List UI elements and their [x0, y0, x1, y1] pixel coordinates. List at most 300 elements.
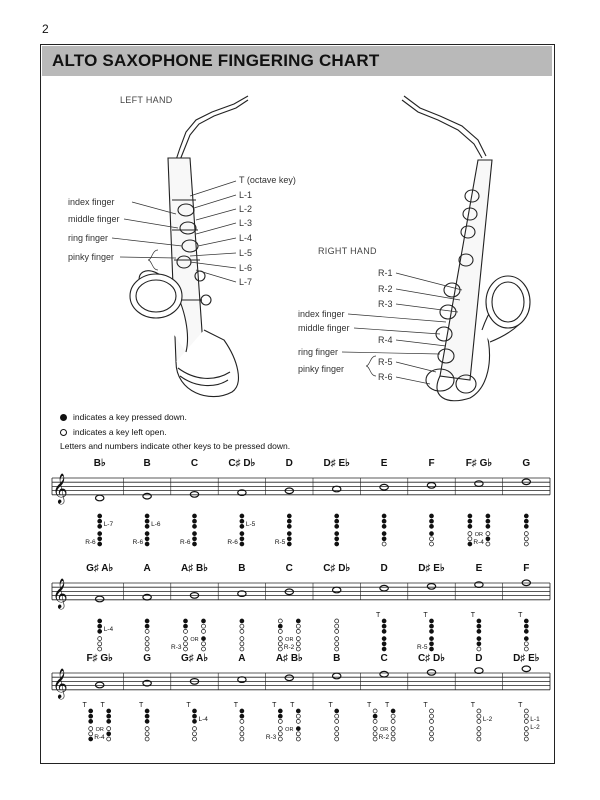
pressed-key-icon — [524, 514, 528, 518]
extra-key-label-right: L-2 — [530, 724, 540, 731]
open-key-icon — [202, 629, 206, 633]
extra-key-label-right: L-4 — [103, 626, 114, 633]
whole-note — [380, 671, 388, 677]
pressed-key-icon — [240, 619, 244, 623]
pressed-key-icon — [240, 524, 244, 528]
pressed-key-icon — [107, 719, 111, 723]
rh-middle-finger: middle finger — [298, 323, 350, 333]
open-key-icon — [524, 532, 528, 536]
pressed-key-icon — [477, 642, 481, 646]
open-key-icon — [278, 642, 282, 646]
pressed-key-icon — [287, 537, 291, 541]
rh-key-r6: R-6 — [378, 372, 393, 382]
note-name-0-8: F♯ G♭ — [465, 458, 493, 469]
extra-key-label-left: R-6 — [132, 539, 144, 546]
open-key-icon — [524, 727, 528, 731]
note-name-2-9: D♯ E♭ — [513, 653, 540, 664]
pressed-key-icon — [145, 714, 149, 718]
pressed-key-icon — [98, 619, 102, 623]
right-saxophone-icon — [402, 96, 530, 401]
open-key-icon — [184, 629, 188, 633]
pressed-key-icon — [202, 619, 206, 623]
octave-key-label: T — [290, 702, 295, 709]
note-name-2-4: A♯ B♭ — [275, 653, 303, 664]
note-name-0-9: G — [522, 458, 531, 469]
open-key-icon — [335, 619, 339, 623]
pressed-key-icon — [335, 537, 339, 541]
pressed-key-icon — [107, 709, 111, 713]
pressed-key-icon — [373, 714, 377, 718]
pressed-key-icon — [486, 514, 490, 518]
open-key-icon — [468, 537, 472, 541]
pressed-key-icon — [278, 624, 282, 628]
whole-note — [96, 495, 104, 501]
pressed-key-icon — [430, 629, 434, 633]
open-key-icon — [373, 727, 377, 731]
whole-note — [380, 484, 388, 490]
extra-key-label-left: R-5 — [417, 644, 428, 651]
open-key-icon — [240, 637, 244, 641]
pressed-key-icon — [89, 714, 93, 718]
note-name-0-0: B♭ — [93, 458, 106, 469]
extra-key-label-right: L-4 — [198, 716, 208, 723]
open-key-icon — [202, 642, 206, 646]
pressed-key-icon — [524, 629, 528, 633]
left-saxophone-icon — [130, 96, 248, 397]
open-key-icon — [296, 629, 300, 633]
pressed-key-icon — [193, 519, 197, 523]
pressed-key-icon — [477, 637, 481, 641]
extra-key-label-left: R-6 — [85, 539, 96, 546]
open-key-icon — [477, 647, 481, 651]
rh-key-r2: R-2 — [378, 284, 393, 294]
pressed-key-icon — [430, 524, 434, 528]
pressed-key-icon — [382, 519, 386, 523]
pressed-key-icon — [477, 624, 481, 628]
open-key-icon — [524, 647, 528, 651]
pressed-key-icon — [430, 519, 434, 523]
open-key-icon — [524, 709, 528, 713]
whole-note — [96, 596, 104, 602]
octave-key-label: T — [233, 702, 239, 709]
pressed-key-icon — [430, 619, 434, 623]
pressed-key-icon — [145, 542, 149, 546]
pressed-key-icon — [240, 532, 244, 536]
open-key-icon — [524, 737, 528, 741]
pressed-key-icon — [382, 514, 386, 518]
whole-note — [475, 481, 483, 487]
pressed-key-icon — [430, 532, 434, 536]
open-key-icon — [296, 624, 300, 628]
page-title: ALTO SAXOPHONE FINGERING CHART — [52, 51, 380, 70]
pressed-key-icon — [193, 714, 197, 718]
whole-note — [427, 483, 435, 489]
note-name-0-3: C♯ D♭ — [228, 458, 256, 469]
pressed-key-icon — [382, 537, 386, 541]
legend-filled — [60, 412, 187, 422]
pressed-key-icon — [335, 524, 339, 528]
octave-key-label: T — [100, 702, 105, 709]
pressed-key-icon — [240, 709, 244, 713]
extra-key-label-right: L-5 — [245, 521, 256, 528]
extra-key-label-right: L-1 — [530, 716, 540, 723]
octave-key-label: T — [375, 612, 381, 619]
pressed-key-icon — [193, 537, 197, 541]
whole-note — [333, 673, 341, 679]
pressed-key-icon — [391, 709, 395, 713]
rh-key-r4: R-4 — [378, 335, 393, 345]
pressed-key-icon — [524, 519, 528, 523]
whole-note — [427, 670, 435, 676]
open-key-icon — [278, 737, 282, 741]
extra-key-label-left: R-4 — [94, 734, 105, 741]
note-name-0-4: D — [285, 458, 293, 469]
open-key-icon — [477, 727, 481, 731]
note-name-1-0: G♯ A♭ — [86, 563, 114, 574]
note-name-1-1: A — [143, 563, 151, 574]
open-key-icon — [278, 719, 282, 723]
note-name-1-9: F — [523, 563, 530, 574]
open-key-icon — [430, 732, 434, 736]
open-key-icon — [202, 624, 206, 628]
or-label: OR — [285, 727, 294, 733]
pressed-key-icon — [278, 709, 282, 713]
open-key-icon — [391, 727, 395, 731]
pressed-key-icon — [202, 637, 206, 641]
octave-key-label: T — [272, 702, 277, 709]
octave-key-label: T — [423, 702, 428, 709]
extra-key-label-left: R-4 — [473, 539, 484, 546]
open-key-icon — [145, 642, 149, 646]
extra-key-label-left: R-6 — [180, 539, 191, 546]
open-key-icon — [107, 737, 111, 741]
treble-clef-icon: 𝄞 — [52, 473, 68, 503]
legend-filled-text: indicates a key pressed down. — [73, 412, 187, 422]
open-key-icon — [430, 542, 434, 546]
open-key-icon — [98, 642, 102, 646]
open-key-icon — [373, 719, 377, 723]
pressed-key-icon — [296, 619, 300, 623]
pressed-key-icon — [184, 624, 188, 628]
pressed-key-icon — [335, 519, 339, 523]
extra-key-label-left: R-5 — [274, 539, 286, 546]
or-label: OR — [379, 727, 389, 733]
open-key-icon — [240, 642, 244, 646]
open-key-icon — [296, 737, 300, 741]
pressed-key-icon — [382, 642, 386, 646]
rh-pinky-finger: pinky finger — [298, 364, 345, 374]
note-name-1-2: A♯ B♭ — [181, 563, 208, 574]
whole-note — [143, 493, 151, 499]
lh-key-l3: L-3 — [239, 218, 253, 228]
octave-key-label: T — [384, 702, 390, 709]
lh-key-l7: L-7 — [239, 277, 253, 287]
open-key-icon — [296, 719, 300, 723]
open-key-icon — [373, 737, 377, 741]
octave-key-label: T — [186, 702, 191, 709]
page-number: 2 — [42, 22, 49, 36]
pressed-key-icon — [145, 624, 149, 628]
open-key-icon — [524, 732, 528, 736]
open-key-icon — [145, 629, 149, 633]
open-key-icon — [430, 727, 434, 731]
note-name-2-7: C♯ D♭ — [418, 653, 445, 664]
extra-key-label-left: R-6 — [227, 539, 238, 546]
pressed-key-icon — [382, 629, 386, 633]
pressed-key-icon — [287, 519, 291, 523]
open-key-icon — [296, 642, 300, 646]
pressed-key-icon — [193, 709, 197, 713]
pressed-key-icon — [89, 719, 93, 723]
open-key-icon — [296, 732, 300, 736]
pressed-key-icon — [287, 524, 291, 528]
pressed-key-icon — [89, 737, 93, 741]
whole-note — [285, 675, 293, 681]
pressed-key-icon — [145, 514, 149, 518]
octave-key-label: T — [423, 612, 428, 619]
note-name-0-1: B — [143, 458, 151, 469]
extra-key-label-left: R-2 — [283, 644, 295, 651]
octave-key-label: T — [138, 702, 144, 709]
open-key-icon — [278, 732, 282, 736]
open-key-icon — [335, 727, 339, 731]
pressed-key-icon — [240, 537, 244, 541]
open-key-icon — [373, 709, 377, 713]
note-name-1-4: C — [285, 563, 293, 574]
pressed-key-icon — [296, 709, 300, 713]
open-key-icon — [193, 737, 197, 741]
rh-ring-finger: ring finger — [298, 347, 339, 357]
open-key-icon — [240, 719, 244, 723]
lh-pinky-finger: pinky finger — [68, 252, 115, 262]
extra-key-label-right: L-2 — [482, 716, 493, 723]
whole-note — [333, 587, 341, 593]
pressed-key-icon — [382, 619, 386, 623]
rh-index-finger: index finger — [298, 309, 345, 319]
open-key-icon — [335, 737, 339, 741]
treble-clef-icon: 𝄞 — [52, 578, 68, 608]
pressed-key-icon — [240, 519, 244, 523]
open-key-icon — [145, 737, 149, 741]
open-key-icon — [278, 629, 282, 633]
open-key-icon — [89, 727, 93, 731]
legend-open-text: indicates a key left open. — [73, 427, 167, 437]
octave-key-label: T — [470, 612, 476, 619]
right-hand-heading: RIGHT HAND — [318, 246, 377, 256]
open-key-icon — [430, 737, 434, 741]
pressed-key-icon — [107, 714, 111, 718]
rh-key-r5: R-5 — [378, 357, 393, 367]
open-key-icon — [391, 732, 395, 736]
pressed-key-icon — [240, 514, 244, 518]
pressed-key-icon — [335, 709, 339, 713]
rh-key-r1: R-1 — [378, 268, 393, 278]
note-name-2-0: F♯ G♭ — [86, 653, 113, 664]
open-key-icon — [335, 624, 339, 628]
pressed-key-icon — [468, 514, 472, 518]
extra-key-label-left: R-3 — [171, 644, 182, 651]
open-key-icon — [391, 714, 395, 718]
open-key-icon — [391, 737, 395, 741]
open-key-icon — [382, 542, 386, 546]
open-key-icon — [60, 429, 67, 436]
open-key-icon — [240, 737, 244, 741]
pressed-key-icon — [145, 532, 149, 536]
note-name-1-8: E — [475, 563, 483, 574]
lh-key-l6: L-6 — [239, 263, 253, 273]
pressed-key-icon — [486, 519, 490, 523]
legend-open — [60, 427, 167, 437]
open-key-icon — [240, 624, 244, 628]
pressed-key-icon — [486, 537, 490, 541]
treble-clef-icon: 𝄞 — [52, 668, 68, 698]
open-key-icon — [430, 714, 434, 718]
pressed-key-icon — [184, 619, 188, 623]
pressed-key-icon — [145, 519, 149, 523]
pressed-key-icon — [382, 647, 386, 651]
pressed-key-icon — [287, 542, 291, 546]
pressed-key-icon — [89, 709, 93, 713]
lh-key-t: T (octave key) — [239, 175, 296, 185]
open-key-icon — [468, 532, 472, 536]
open-key-icon — [145, 732, 149, 736]
open-key-icon — [145, 647, 149, 651]
pressed-key-icon — [468, 524, 472, 528]
open-key-icon — [524, 542, 528, 546]
lh-index-finger: index finger — [68, 197, 115, 207]
octave-key-label: T — [366, 702, 372, 709]
note-name-2-3: A — [238, 653, 246, 664]
pressed-key-icon — [430, 624, 434, 628]
open-key-icon — [430, 537, 434, 541]
open-key-icon — [486, 542, 490, 546]
note-name-0-5: D♯ E♭ — [323, 458, 350, 469]
pressed-key-icon — [98, 624, 102, 628]
rh-key-r3: R-3 — [378, 299, 393, 309]
open-key-icon — [184, 637, 188, 641]
pressed-key-icon — [98, 629, 102, 633]
pressed-key-icon — [107, 732, 111, 736]
whole-note — [522, 479, 530, 485]
octave-key-label: T — [518, 612, 523, 619]
open-key-icon — [486, 532, 490, 536]
lh-key-l5: L-5 — [239, 248, 253, 258]
whole-note — [96, 682, 104, 688]
pressed-key-icon — [468, 519, 472, 523]
open-key-icon — [278, 727, 282, 731]
pressed-key-icon — [278, 714, 282, 718]
filled-key-icon — [60, 414, 67, 421]
legend-letters: Letters and numbers indicate other keys to be pressed down. — [60, 441, 291, 451]
lh-key-l2: L-2 — [239, 204, 253, 214]
note-name-2-1: G — [143, 653, 151, 664]
pressed-key-icon — [382, 532, 386, 536]
pressed-key-icon — [287, 532, 291, 536]
pressed-key-icon — [287, 514, 291, 518]
open-key-icon — [145, 637, 149, 641]
left-hand-heading: LEFT HAND — [120, 95, 173, 105]
pressed-key-icon — [477, 619, 481, 623]
octave-key-label: T — [518, 702, 523, 709]
whole-note — [475, 668, 483, 674]
note-name-1-7: D♯ E♭ — [418, 563, 445, 574]
open-key-icon — [524, 714, 528, 718]
pressed-key-icon — [193, 524, 197, 528]
pressed-key-icon — [524, 624, 528, 628]
pressed-key-icon — [382, 637, 386, 641]
pressed-key-icon — [193, 719, 197, 723]
open-key-icon — [335, 647, 339, 651]
open-key-icon — [391, 719, 395, 723]
or-label: OR — [474, 532, 484, 538]
pressed-key-icon — [240, 714, 244, 718]
pressed-key-icon — [335, 532, 339, 536]
open-key-icon — [278, 647, 282, 651]
pressed-key-icon — [98, 537, 102, 541]
lh-key-l1: L-1 — [239, 190, 253, 200]
open-key-icon — [430, 719, 434, 723]
pressed-key-icon — [98, 514, 102, 518]
lh-ring-finger: ring finger — [68, 233, 109, 243]
whole-note — [522, 666, 530, 672]
open-key-icon — [335, 637, 339, 641]
note-name-2-8: D — [475, 653, 483, 664]
note-name-2-6: C — [380, 653, 388, 664]
pressed-key-icon — [335, 514, 339, 518]
or-label: OR — [285, 637, 294, 643]
octave-key-label: T — [470, 702, 476, 709]
lh-key-l4: L-4 — [239, 233, 253, 243]
whole-note — [427, 584, 435, 590]
pressed-key-icon — [430, 647, 434, 651]
or-label: OR — [190, 637, 199, 643]
open-key-icon — [193, 727, 197, 731]
pressed-key-icon — [193, 542, 197, 546]
pressed-key-icon — [98, 519, 102, 523]
open-key-icon — [335, 629, 339, 633]
open-key-icon — [335, 642, 339, 646]
pressed-key-icon — [98, 532, 102, 536]
pressed-key-icon — [296, 727, 300, 731]
pressed-key-icon — [468, 542, 472, 546]
pressed-key-icon — [382, 624, 386, 628]
lh-middle-finger: middle finger — [68, 214, 120, 224]
fingering-rows — [40, 440, 560, 760]
pressed-key-icon — [193, 514, 197, 518]
extra-key-label-right: L-7 — [103, 521, 114, 528]
pressed-key-icon — [430, 637, 434, 641]
open-key-icon — [184, 642, 188, 646]
note-name-0-7: F — [428, 458, 435, 469]
note-name-2-2: G♯ A♭ — [180, 653, 209, 664]
whole-note — [380, 585, 388, 591]
pressed-key-icon — [145, 719, 149, 723]
or-label: OR — [95, 727, 104, 733]
note-name-1-5: C♯ D♭ — [323, 563, 351, 574]
note-name-1-3: B — [238, 563, 246, 574]
open-key-icon — [373, 732, 377, 736]
pressed-key-icon — [145, 619, 149, 623]
pressed-key-icon — [145, 524, 149, 528]
open-key-icon — [89, 732, 93, 736]
note-name-2-5: B — [333, 653, 341, 664]
pressed-key-icon — [430, 642, 434, 646]
pressed-key-icon — [145, 709, 149, 713]
open-key-icon — [524, 537, 528, 541]
pressed-key-icon — [524, 637, 528, 641]
open-key-icon — [335, 732, 339, 736]
pressed-key-icon — [430, 514, 434, 518]
